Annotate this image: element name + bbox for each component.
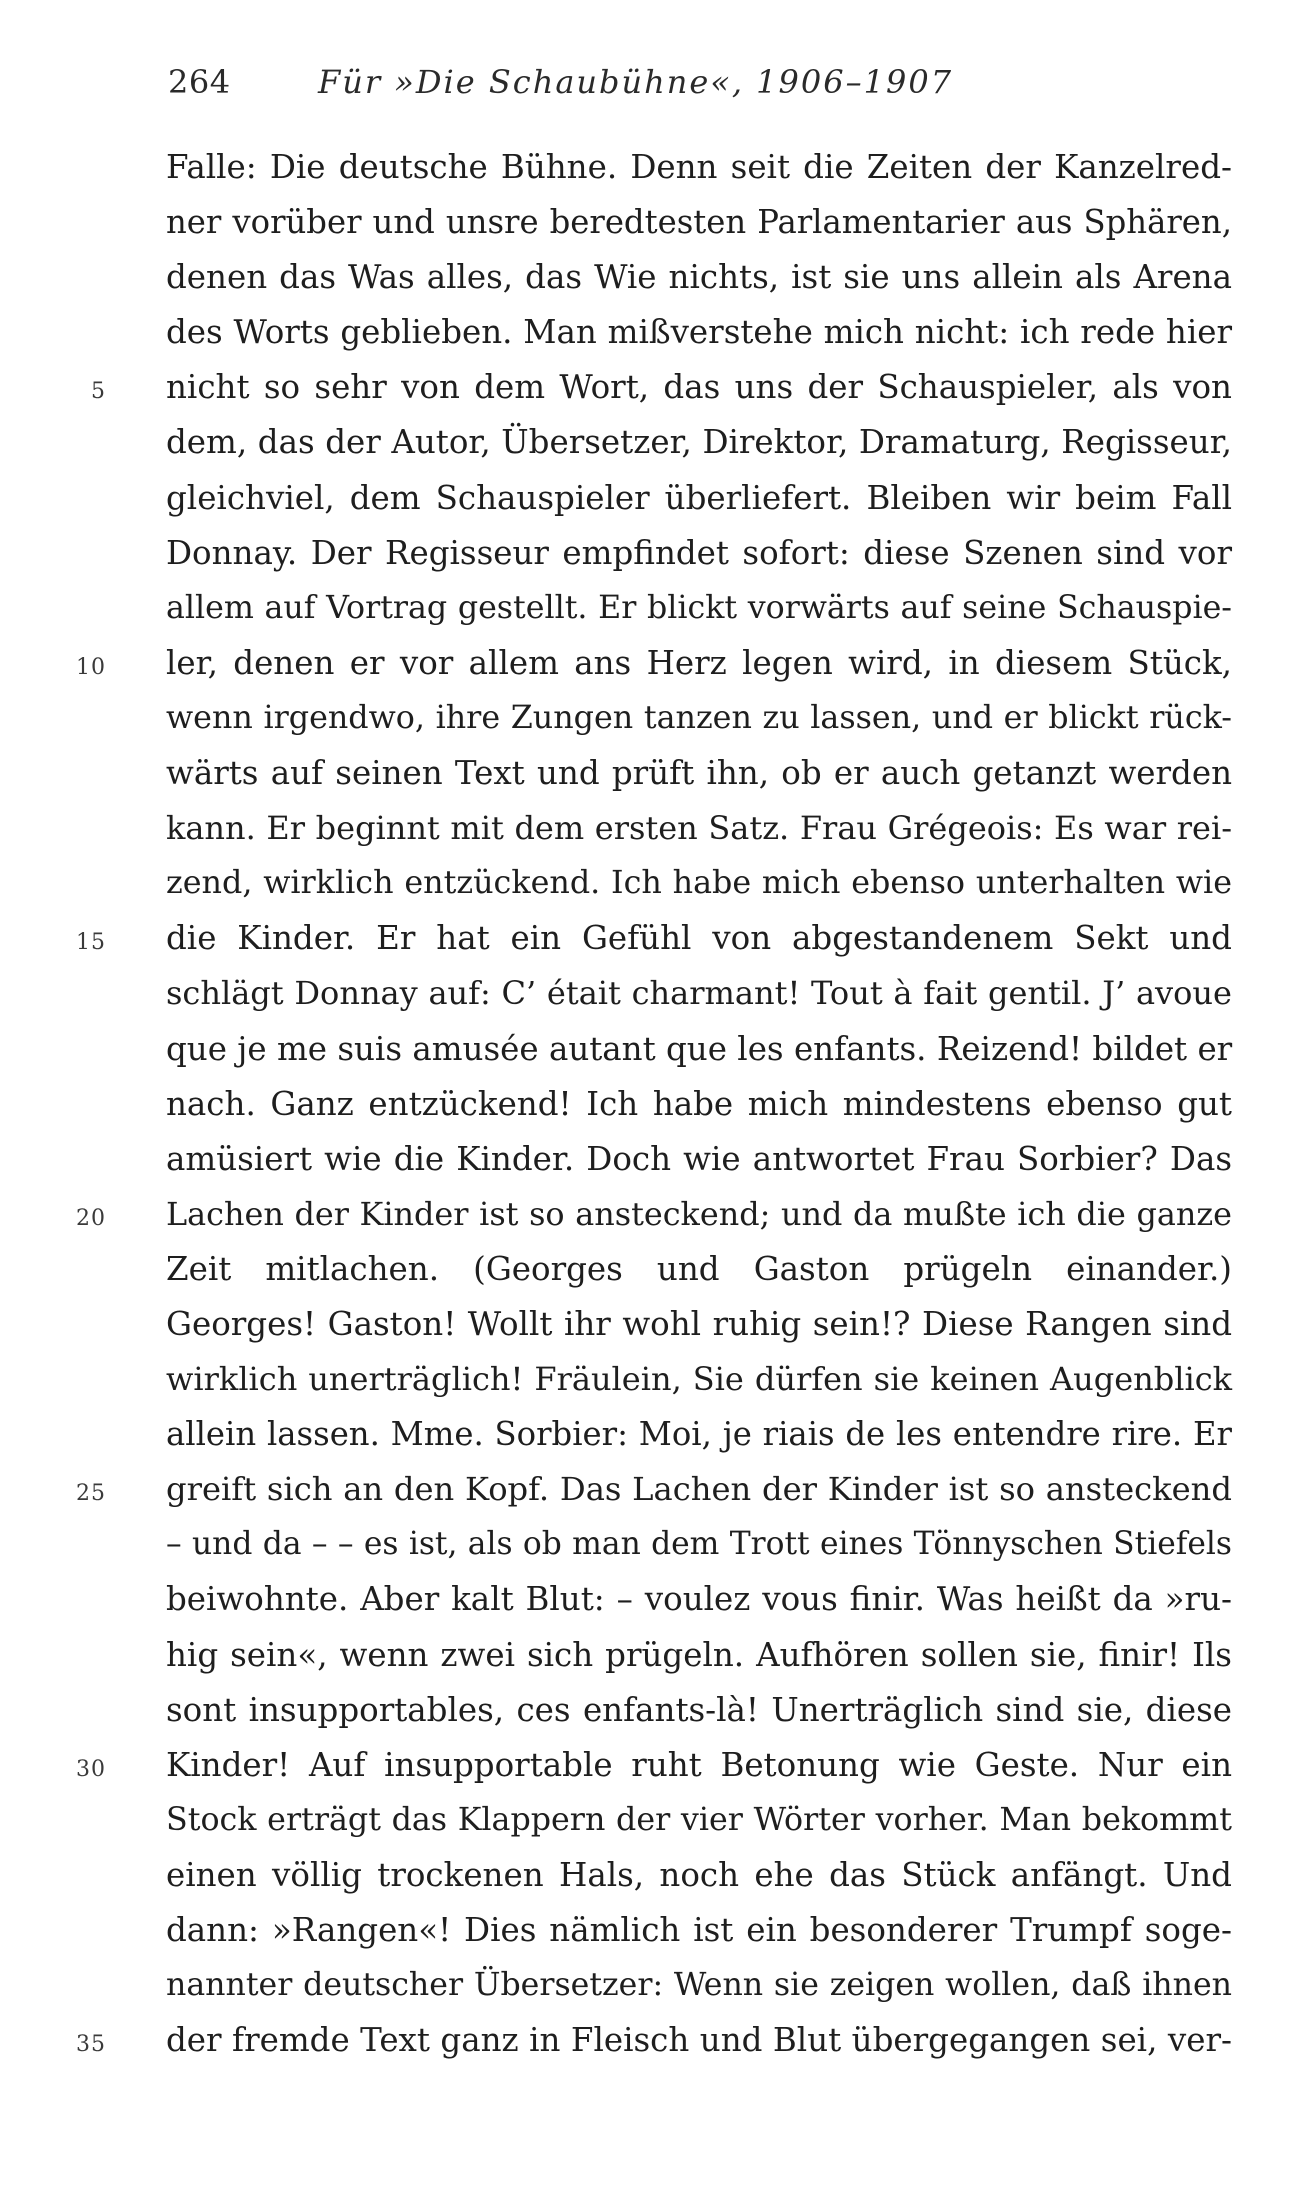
line-text: ler, denen er vor allem ans Herz legen wird, in diesem Stück, (166, 643, 1232, 682)
text-line (91, 360, 1232, 415)
text-line (166, 1903, 1232, 1958)
text-line (166, 250, 1232, 305)
page-number: 264 (168, 63, 231, 101)
text-line (166, 801, 1232, 856)
text-line (166, 1958, 1232, 2013)
text-line (166, 856, 1232, 911)
line-text: Falle: Die deutsche Bühne. Denn seit die Zeiten der Kanzelred- (166, 148, 1232, 186)
text-line (166, 195, 1232, 250)
text-line (166, 1132, 1232, 1187)
line-number: 35 (76, 2032, 106, 2058)
line-number: 15 (76, 930, 106, 956)
line-text: schlägt Donnay auf: C’ était charmant! Tout à fait gentil. J’ avoue (166, 974, 1232, 1013)
line-number: 25 (76, 1481, 106, 1507)
text-line (166, 1572, 1232, 1627)
running-head (168, 62, 953, 102)
line-text: Stock erträgt das Klappern der vier Wörter vorher. Man bekommt (166, 1801, 1232, 1838)
line-text: wärts auf seinen Text und prüft ihn, ob er auch getanzt werden (166, 754, 1232, 793)
text-line (76, 1738, 1232, 1793)
line-text: der fremde Text ganz in Fleisch und Blut übergegangen sei, ver- (166, 2021, 1232, 2060)
line-text: wirklich unerträglich! Fräulein, Sie dürfen sie keinen Augenblick (166, 1360, 1232, 1399)
line-number: 10 (76, 654, 106, 680)
text-line (166, 966, 1232, 1021)
text-line (166, 1077, 1232, 1132)
line-text: Kinder! Auf insupportable ruht Betonung wie Geste. Nur ein (166, 1745, 1232, 1784)
line-text: allein lassen. Mme. Sorbier: Moi, je riais de les entendre rire. Er (166, 1415, 1232, 1454)
text-line (166, 305, 1232, 360)
text-line (76, 911, 1232, 966)
line-text: einen völlig trockenen Hals, noch ehe das Stück anfängt. Und (166, 1855, 1232, 1894)
text-line (166, 1407, 1232, 1462)
text-line (166, 1517, 1232, 1572)
text-line (166, 1793, 1232, 1848)
line-text: Zeit mitlachen. (Georges und Gaston prügeln einander.) (166, 1249, 1232, 1288)
text-line (166, 1628, 1232, 1683)
line-text: greift sich an den Kopf. Das Lachen der Kinder ist so ansteckend (166, 1470, 1232, 1509)
text-line (166, 140, 1232, 195)
text-line (166, 1297, 1232, 1352)
line-text: zend, wirklich entzückend. Ich habe mich ebenso unterhalten wie (166, 865, 1232, 902)
line-number: 20 (76, 1205, 106, 1231)
line-text: nannter deutscher Übersetzer: Wenn sie zeigen wollen, daß ihnen (166, 1967, 1232, 2004)
line-text: Donnay. Der Regisseur empfindet sofort: diese Szenen sind vor (166, 533, 1232, 572)
text-line (166, 1242, 1232, 1297)
text-line (166, 526, 1232, 581)
line-text: kann. Er beginnt mit dem ersten Satz. Frau Grégeois: Es war rei- (166, 809, 1232, 848)
text-line (76, 2013, 1232, 2068)
text-line (166, 1848, 1232, 1903)
line-text: que je me suis amusée autant que les enfants. Reizend! bildet er (166, 1029, 1233, 1068)
text-line (166, 1352, 1232, 1407)
line-text: allem auf Vortrag gestellt. Er blickt vorwärts auf seine Schauspie- (166, 589, 1232, 626)
body-text (76, 140, 1233, 2068)
text-line (166, 1022, 1232, 1077)
line-text: des Worts geblieben. Man mißverstehe mich nicht: ich rede hier (166, 313, 1232, 352)
line-text: Lachen der Kinder ist so ansteckend; und da mußte ich die ganze (166, 1194, 1232, 1233)
line-text: beiwohnte. Aber kalt Blut: – voulez vous finir. Was heißt da »ru- (166, 1580, 1232, 1619)
line-text: nach. Ganz entzückend! Ich habe mich mindestens ebenso gut (166, 1084, 1232, 1123)
line-text: dem, das der Autor, Übersetzer, Direktor, Dramaturg, Regisseur, (166, 423, 1232, 462)
line-text: wenn irgendwo, ihre Zungen tanzen zu lassen, und er blickt rück- (166, 699, 1232, 736)
text-line (166, 471, 1232, 526)
text-line (166, 581, 1232, 636)
line-text: gleichviel, dem Schauspieler überliefert. Bleiben wir beim Fall (166, 478, 1232, 517)
line-text: sont insupportables, ces enfants-là! Unerträglich sind sie, diese (166, 1690, 1232, 1729)
text-line (76, 636, 1232, 691)
line-text: denen das Was alles, das Wie nichts, ist sie uns allein als Arena (166, 258, 1232, 297)
line-text: die Kinder. Er hat ein Gefühl von abgestandenem Sekt und (166, 919, 1232, 958)
line-text: Georges! Gaston! Wollt ihr wohl ruhig sein!? Diese Rangen sind (166, 1304, 1232, 1343)
text-line (166, 746, 1232, 801)
line-number: 30 (76, 1756, 106, 1782)
text-line (166, 1683, 1232, 1738)
line-text: dann: »Rangen«! Dies nämlich ist ein besonderer Trumpf soge- (166, 1911, 1232, 1949)
line-text: hig sein«, wenn zwei sich prügeln. Aufhören sollen sie, finir! Ils (166, 1635, 1232, 1674)
running-head-title: Für »Die Schaubühne«, 1906–1907 (318, 63, 954, 101)
text-line (76, 1462, 1232, 1517)
text-line (166, 415, 1232, 470)
line-text: – und da – – es ist, als ob man dem Trott eines Tönnyschen Stiefels (166, 1526, 1232, 1563)
line-text: ner vorüber und unsre beredtesten Parlamentarier aus Sphären, (166, 203, 1232, 242)
line-text: amüsiert wie die Kinder. Doch wie antwortet Frau Sorbier? Das (166, 1139, 1232, 1178)
text-line (76, 1187, 1232, 1242)
text-line (166, 691, 1232, 746)
line-number: 5 (91, 379, 106, 405)
line-text: nicht so sehr von dem Wort, das uns der Schauspieler, als von (166, 368, 1232, 407)
